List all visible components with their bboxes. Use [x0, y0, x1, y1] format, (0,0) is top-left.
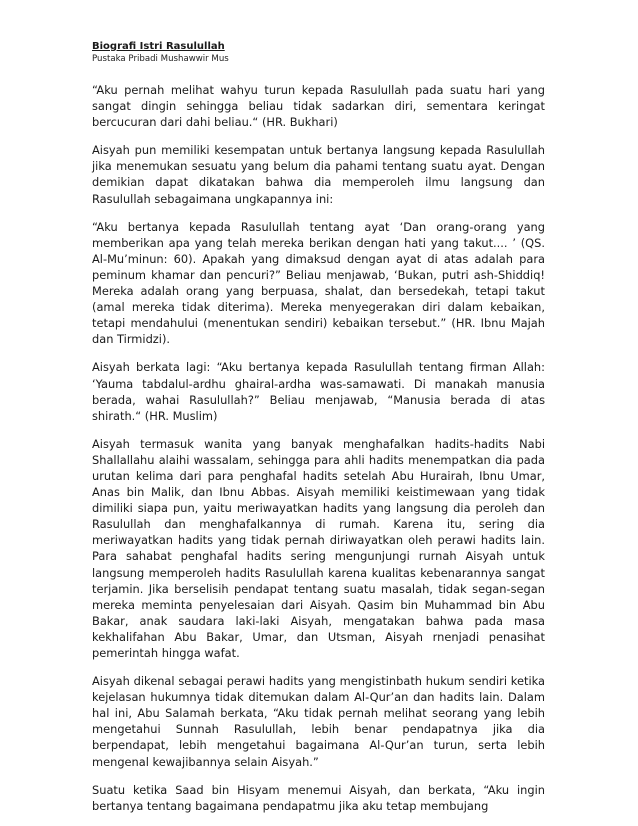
paragraph-saad-bin-hisyam: Suatu ketika Saad bin Hisyam menemui Aisyah, dan berkata, “Aku ingin bertanya tentang bagaimana pendapatmu jika aku tetap membujang — [92, 782, 545, 813]
document-title: Biografi Istri Rasulullah — [92, 41, 225, 52]
document-source: Pustaka Pribadi Mushawwir Mus — [92, 54, 229, 64]
paragraph-istinbath: Aisyah dikenal sebagai perawi hadits yang mengistinbath hukum sendiri ketika kejelasan hukumnya tidak ditemukan dalam Al-Qur’an dan hadits lain. Dalam hal ini, Abu Salamah berkata, “Aku tidak pernah melihat seorang yang lebih mengetahui Sunnah Rasulullah, lebih benar pendapatnya jika dia berpendapat, lebih mengetahui bagaimana Al-Qur’an turun, serta lebih mengenal kewajibannya selain Aisyah.” — [92, 674, 545, 769]
paragraph-asking-rasulullah: Aisyah pun memiliki kesempatan untuk bertanya langsung kepada Rasulullah jika menemukan sesuatu yang belum dia pahami tentang suatu ayat. Dengan demikian dapat dikatakan bahwa dia memperoleh ilmu langsung dan Rasulullah sebagaimana ungkapannya ini: — [92, 143, 545, 206]
paragraph-yauma-tabdalul: Aisyah berkata lagi: “Aku bertanya kepada Rasulullah tentang firman Allah: ‘Yauma tabdalul-ardhu ghairal-ardha was-samawati. Di manakah manusia berada, wahai Rasulullah?” Beliau menjawab, “Manusia berada di atas shirath.“ (HR. Muslim) — [92, 360, 545, 423]
paragraph-quran-verse-question: “Aku bertanya kepada Rasulullah tentang ayat ‘Dan orang-orang yang memberikan apa yang telah mereka berikan dengan hati yang takut.... ’ (QS. Al-Mu’minun: 60). Apakah yang dimaksud dengan ayat di atas adalah para peminum khamar dan pencuri?” Beliau menjawab, ‘Bukan, putri ash-Shiddiq! Mereka adalah orang yang berpuasa, shalat, dan bersedekah, tetapi takut (amal mereka tidak diterima). Mereka menyegerakan diri dalam kebaikan, tetapi mendahului (menentukan sendiri) kebaikan tersebut.” (HR. Ibnu Majah dan Tirmidzi). — [92, 219, 545, 347]
paragraph-hadith-memorizer: Aisyah termasuk wanita yang banyak menghafalkan hadits-hadits Nabi Shallallahu alaihi wassalam, sehingga para ahli hadits menempatkan dia pada urutan kelima dari para penghafal hadits setelah Abu Hurairah, Ibnu Umar, Anas bin Malik, dan Ibnu Abbas. Aisyah memiliki keistimewaan yang tidak dimiliki siapa pun, yaitu meriwayatkan hadits yang langsung dia peroleh dan Rasulullah dan menghafalkannya di rumah. Karena itu, sering dia meriwayatkan hadits yang tidak pernah diriwayatkan oleh perawi hadits lain. Para sahabat penghafal hadits sering mengunjungi rurnah Aisyah untuk langsung memperoleh hadits Rasulullah karena kualitas kebenarannya sangat terjamin. Jika berselisih pendapat tentang suatu masalah, tidak segan-segan mereka meminta penyelesaian dari Aisyah. Qasim bin Muhammad bin Abu Bakar, anak saudara laki-laki Aisyah, mengatakan bahwa pada masa kekhalifahan Abu Bakar, Umar, dan Utsman, Aisyah rnenjadi penasihat pemerintah hingga wafat. — [92, 436, 545, 660]
document-page — [92, 40, 545, 826]
paragraph-hadith-bukhari: “Aku pernah melihat wahyu turun kepada Rasulullah pada suatu hari yang sangat dingin sehingga beliau tidak sadarkan diri, sementara keringat bercucuran dari dahi beliau.“ (HR. Bukhari) — [92, 83, 545, 130]
